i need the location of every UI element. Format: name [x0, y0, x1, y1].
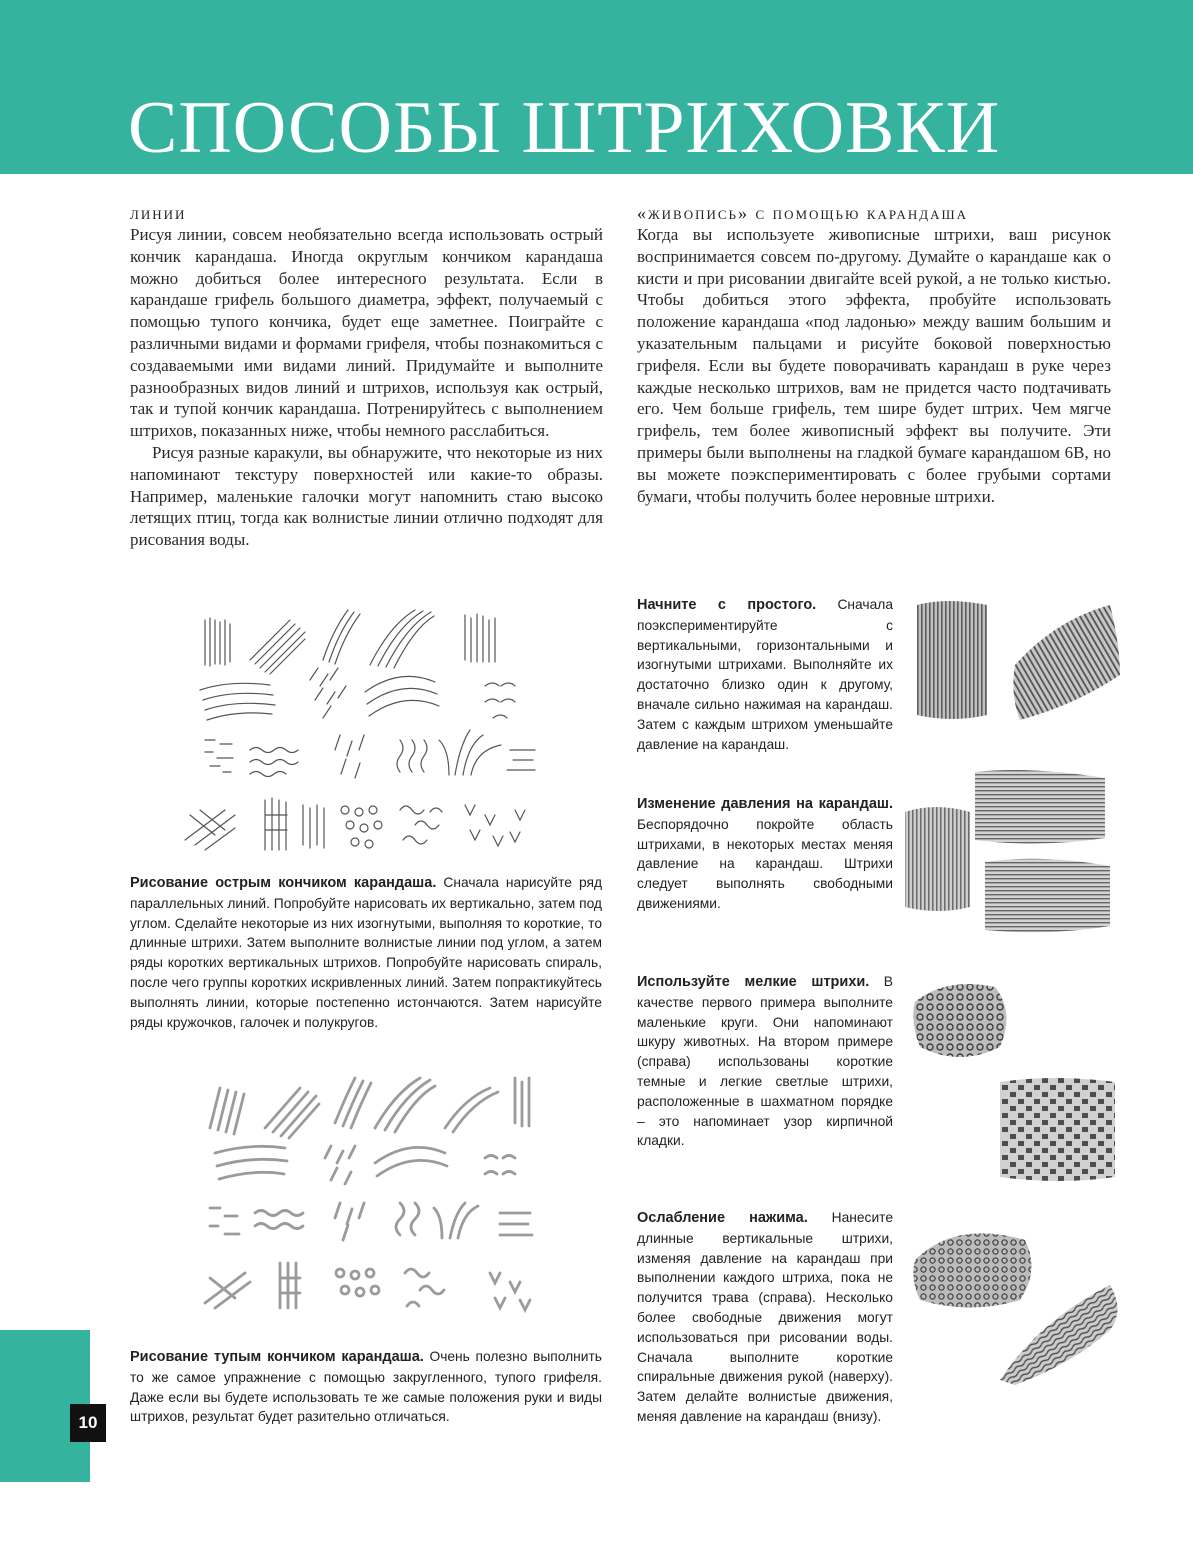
lighter-pressure-texture-swatches	[910, 1220, 1140, 1405]
header-band	[0, 0, 1193, 174]
start-simple-texture-swatches	[905, 595, 1135, 735]
section-title-lines: линии	[130, 203, 187, 223]
section-title-painting: «живопись» с помощью карандаша	[637, 203, 969, 223]
caption-pressure-change	[637, 794, 893, 914]
caption-lighter-pressure	[637, 1208, 893, 1427]
caption-small-strokes-text: В качестве первого примера выполните маленькие круги. Они напоминают шкуру животных. На втором примере (справа) использованы короткие темные и легкие светлые штрихи, расположенные в шахматном порядке – это напоминает узор кирпичной кладки.	[637, 974, 893, 1149]
pressure-change-texture-swatches	[900, 762, 1130, 942]
caption-sharp-pencil-text: Сначала нарисуйте ряд параллельных линий. Попробуйте нарисовать их вертикально, затем под углом. Сделайте некоторые из них изогнутыми, выполняя то короткие, то длинные штрихи. Затем выполните волнистые линии под углом, а затем ряды коротких вертикальных штрихов. Попробуйте нарисовать спираль, после чего группы коротких искривленных линий. Затем попрактикуйтесь выполнять линии, которые постепенно истончаются. Затем нарисуйте ряды кружочков, галочек и полукругов.	[130, 875, 602, 1030]
page-number: 10	[70, 1404, 106, 1442]
lines-paragraph-1: Рисуя линии, совсем необязательно всегда использовать острый кончик карандаша. Иногда округлым кончиком карандаша можно добиться более интересного результата. Если в карандаше грифель большого диаметра, эффект, получаемый с помощью тупого кончика, будет еще заметнее. Поиграйте с различными видами и формами грифеля, чтобы познакомиться с создаваемыми ими видами линий. Придумайте и выполните разнообразных видов линий и штрихов, используя как острый, так и тупой кончик карандаша. Потренируйтесь с выполнением штрихов, показанных ниже, чтобы немного расслабиться.	[130, 225, 603, 441]
caption-blunt-pencil-title: Рисование тупым кончиком карандаша.	[130, 1349, 424, 1365]
painting-paragraph: Когда вы используете живописные штрихи, ваш рисунок воспринимается совсем по-другому. Думайте о карандаше как о кисти и при рисовании двигайте всей рукой, а не только кистью. Чтобы добиться этого эффекта, пробуйте использовать положение карандаша «под ладонью» между вашим большим и указательным пальцами и рисуйте боковой поверхностью грифеля. Если вы будете поворачивать карандаш в руке через каждые несколько штрихов, вам не придется часто подтачивать его. Чем больше грифель, тем шире будет штрих. Чем мягче грифель, тем более живописный эффект вы получите. Эти примеры были выполнены на гладкой бумаге карандашом 6В, но вы можете поэкспериментировать с более грубыми сортами бумаги, чтобы получить более неровные штрихи.	[637, 225, 1111, 506]
caption-blunt-pencil	[130, 1347, 602, 1427]
lines-body-text	[130, 224, 603, 551]
caption-lighter-pressure-text: Нанесите длинные вертикальные штрихи, изменяя давление на карандаш при выполнении каждого штриха, пока не получится трава (справа). Несколько более свободные движения могут использоваться при рисовании воды. Сначала выполните короткие спиральные движения рукой (наверху). Затем делайте волнистые движения, меняя давление на карандаш (внизу).	[637, 1210, 893, 1424]
sharp-pencil-strokes-illustration	[175, 600, 555, 860]
lines-paragraph-2: Рисуя разные каракули, вы обнаружите, что некоторые из них напоминают текстуру поверхностей или какие-то образы. Например, маленькие галочки могут напомнить стаю высоко летящих птиц, тогда как волнистые линии отлично подходят для рисования воды.	[130, 442, 603, 550]
painting-body-text	[637, 224, 1111, 507]
caption-start-simple-title: Начните с простого.	[637, 597, 817, 613]
caption-lighter-pressure-title: Ослабление нажима.	[637, 1210, 808, 1226]
caption-blunt-pencil-text: Очень полезно выполнить то же самое упражнение с помощью закругленного, тупого грифеля. Даже если вы будете использовать те же самые положения руки и виды штрихов, результат будет разительно отличаться.	[130, 1349, 602, 1425]
caption-small-strokes	[637, 972, 893, 1151]
caption-pressure-change-text: Беспорядочно покройте область штрихами, в некоторых местах меняя давление на карандаш. Штрихи следует выполнять свободными движениями.	[637, 816, 893, 911]
caption-start-simple	[637, 595, 893, 754]
caption-sharp-pencil-title: Рисование острым кончиком карандаша.	[130, 875, 437, 891]
caption-start-simple-text: Сначала поэкспериментируйте с вертикальными, горизонтальными и изогнутыми штрихами. Выполняйте их достаточно близко один к другому, вначале сильно нажимая на карандаш. Затем с каждым штрихом уменьшайте давление на карандаш.	[637, 597, 893, 752]
blunt-pencil-strokes-illustration	[195, 1068, 555, 1323]
caption-pressure-change-title: Изменение давления на карандаш.	[637, 796, 893, 812]
page-title: СПОСОБЫ ШТРИХОВКИ	[128, 87, 1001, 169]
small-strokes-texture-swatches	[905, 972, 1135, 1187]
caption-sharp-pencil	[130, 873, 602, 1032]
caption-small-strokes-title: Используйте мелкие штрихи.	[637, 974, 870, 990]
